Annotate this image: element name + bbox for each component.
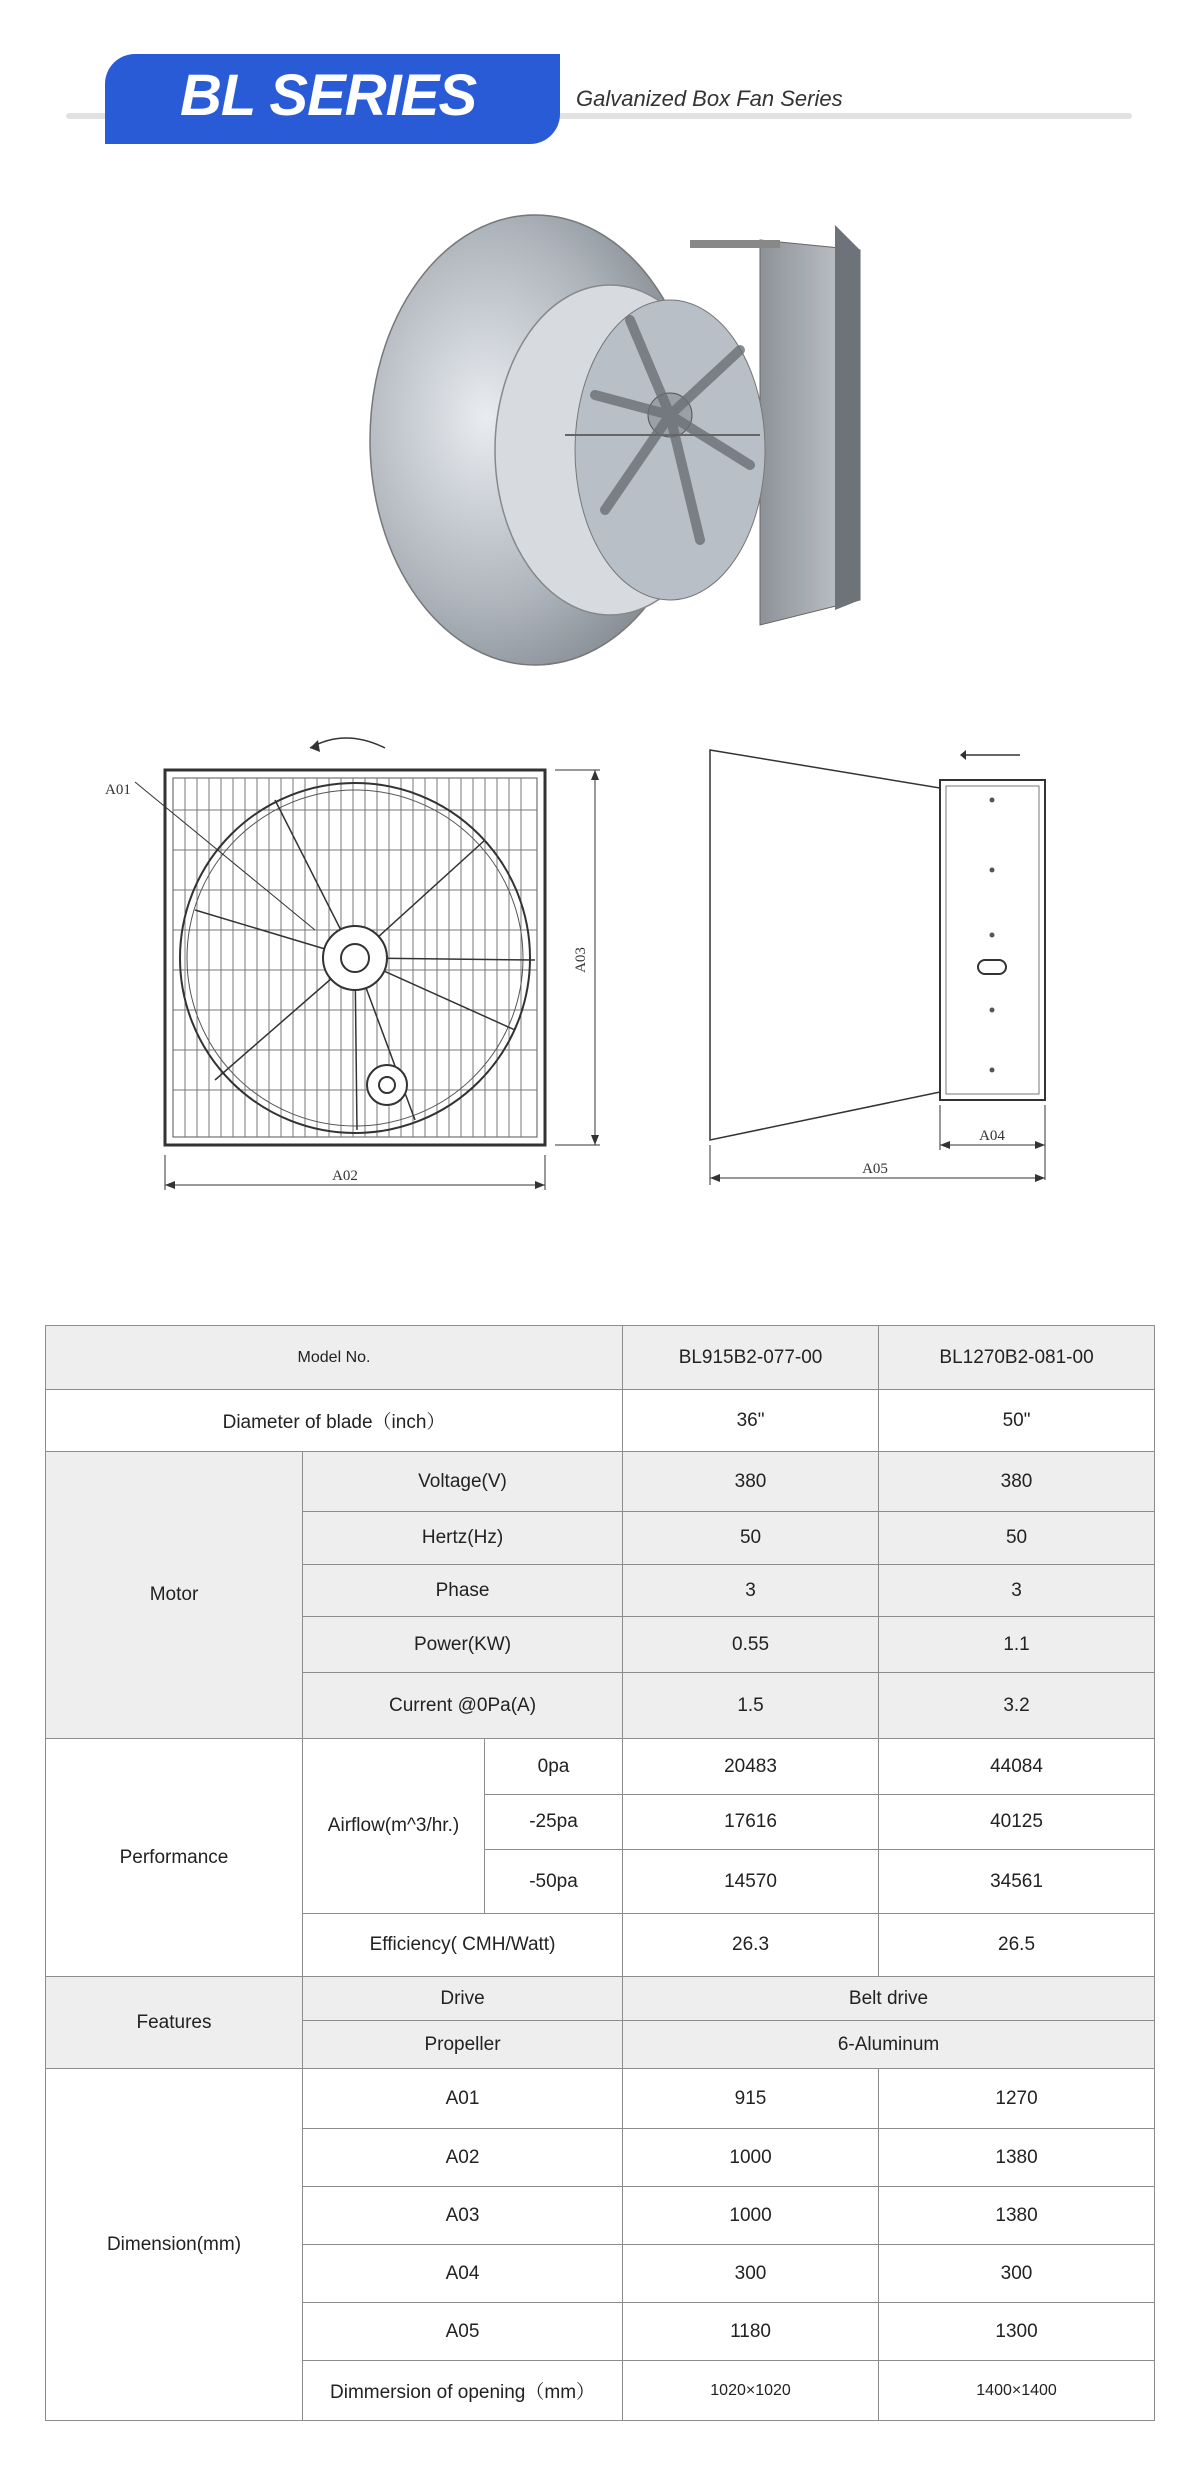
label-a04: A04 [979,1128,1005,1144]
airflow-value: 40125 [879,1795,1155,1850]
dimension-value: 300 [879,2245,1155,2303]
airflow-value: 14570 [623,1850,879,1914]
label-a02: A02 [332,1168,358,1184]
pressure-label: 0pa [485,1739,623,1795]
airflow-row [46,1739,1155,1795]
dimension-row-label: A02 [303,2129,623,2187]
efficiency-value: 26.5 [879,1914,1155,1977]
pressure-label: -50pa [485,1850,623,1914]
series-title: BL SERIES [180,63,477,128]
airflow-label: Airflow(m^3/hr.) [303,1739,485,1914]
dimension-row-label: Dimmersion of opening（mm） [303,2361,623,2421]
label-a05: A05 [862,1161,888,1177]
dimension-row-label: A03 [303,2187,623,2245]
drive-value: Belt drive [623,1977,1155,2021]
motor-value: 380 [879,1452,1155,1512]
airflow-value: 34561 [879,1850,1155,1914]
motor-value: 50 [879,1512,1155,1565]
series-subtitle: Galvanized Box Fan Series [576,86,843,111]
diameter-row [46,1390,1155,1452]
drive-label: Drive [303,1977,623,2021]
motor-value: 1.5 [623,1673,879,1739]
motor-value: 3 [623,1565,879,1617]
series-header [0,0,1200,160]
airflow-value: 20483 [623,1739,879,1795]
motor-value: 3.2 [879,1673,1155,1739]
motor-value: 0.55 [623,1617,879,1673]
performance-label: Performance [46,1739,303,1977]
diameter-label: Diameter of blade（inch） [46,1390,623,1452]
motor-row-label: Current @0Pa(A) [303,1673,623,1739]
motor-value: 380 [623,1452,879,1512]
label-a03: A03 [573,947,589,973]
dimension-row-label: A04 [303,2245,623,2303]
dimension-value: 1270 [879,2069,1155,2129]
model-1: BL915B2-077-00 [623,1326,879,1390]
dimension-value: 300 [623,2245,879,2303]
dimension-value: 1300 [879,2303,1155,2361]
motor-row-label: Power(KW) [303,1617,623,1673]
diameter-value-2: 50" [879,1390,1155,1452]
airflow-value: 44084 [879,1739,1155,1795]
pressure-label: -25pa [485,1795,623,1850]
propeller-value: 6-Aluminum [623,2021,1155,2069]
dimension-value: 1380 [879,2129,1155,2187]
dimension-value: 1380 [879,2187,1155,2245]
front-view-drawing [95,730,615,1210]
motor-label: Motor [46,1452,303,1739]
dimension-label: Dimension(mm) [46,2069,303,2421]
efficiency-value: 26.3 [623,1914,879,1977]
propeller-label: Propeller [303,2021,623,2069]
dimension-value: 1180 [623,2303,879,2361]
model-label: Model No. [46,1326,623,1390]
airflow-value: 17616 [623,1795,879,1850]
drive-row [46,1977,1155,2021]
model-2: BL1270B2-081-00 [879,1326,1155,1390]
label-a01: A01 [105,782,131,798]
motor-row-label: Phase [303,1565,623,1617]
specification-table [45,1325,1155,2421]
dimension-value: 915 [623,2069,879,2129]
motor-value: 50 [623,1512,879,1565]
side-view-drawing [700,730,1070,1210]
model-row [46,1326,1155,1390]
dimension-row-label: A01 [303,2069,623,2129]
dimension-value: 1000 [623,2187,879,2245]
fan-product-image [340,180,900,700]
features-label: Features [46,1977,303,2069]
diameter-value-1: 36" [623,1390,879,1452]
motor-value: 3 [879,1565,1155,1617]
dimension-value: 1000 [623,2129,879,2187]
efficiency-label: Efficiency( CMH/Watt) [303,1914,623,1977]
dimension-value: 1400×1400 [879,2361,1155,2421]
dimension-value: 1020×1020 [623,2361,879,2421]
dimension-row-label: A05 [303,2303,623,2361]
motor-value: 1.1 [879,1617,1155,1673]
motor-row [46,1452,1155,1512]
dimension-row [46,2069,1155,2129]
motor-row-label: Voltage(V) [303,1452,623,1512]
motor-row-label: Hertz(Hz) [303,1512,623,1565]
